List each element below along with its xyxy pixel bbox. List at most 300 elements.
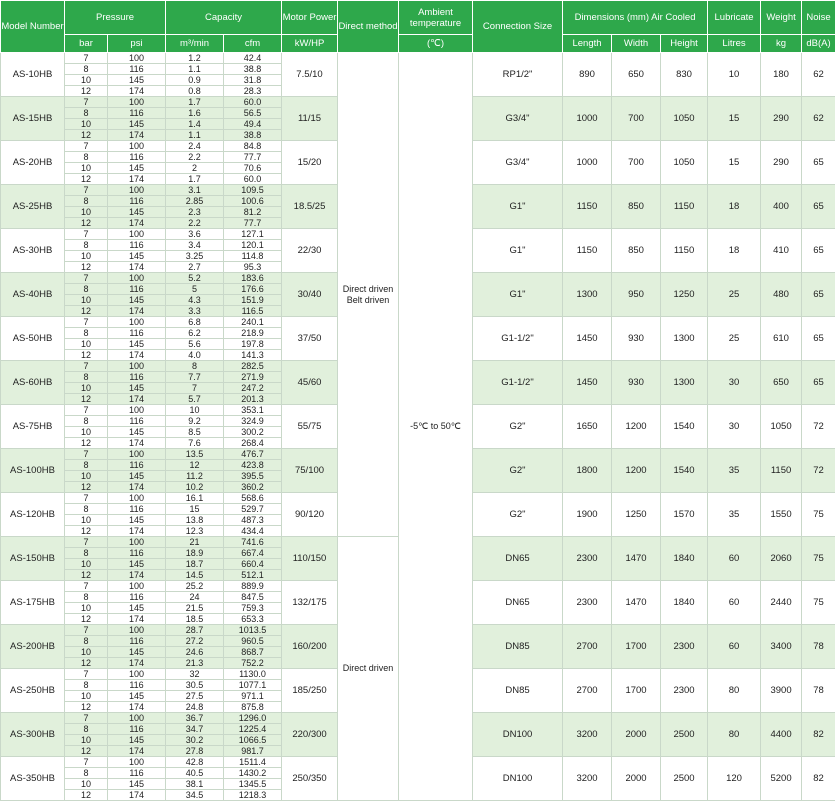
capacity-m3min: 34.5 <box>166 790 224 801</box>
motor-power-header: Motor Power <box>282 1 338 35</box>
pressure-psi: 174 <box>108 658 166 669</box>
dimension-length: 1150 <box>563 229 612 273</box>
capacity-cfm: 1225.4 <box>224 724 282 735</box>
model-number: AS-175HB <box>1 581 65 625</box>
capacity-m3min: 6.8 <box>166 317 224 328</box>
pressure-bar: 12 <box>65 526 108 537</box>
pressure-bar: 12 <box>65 306 108 317</box>
pressure-bar: 7 <box>65 97 108 108</box>
model-number: AS-30HB <box>1 229 65 273</box>
noise-dba: 75 <box>802 581 835 625</box>
pressure-psi: 145 <box>108 515 166 526</box>
dimension-height: 1540 <box>661 405 708 449</box>
dimension-height: 1540 <box>661 449 708 493</box>
pressure-bar: 8 <box>65 284 108 295</box>
pressure-bar: 10 <box>65 119 108 130</box>
noise-dba: 82 <box>802 713 835 757</box>
capacity-m3min: 14.5 <box>166 570 224 581</box>
table-header <box>1 1 835 53</box>
capacity-cfm: 31.8 <box>224 75 282 86</box>
capacity-m3min: 7.6 <box>166 438 224 449</box>
model-number: AS-120HB <box>1 493 65 537</box>
pressure-psi: 145 <box>108 383 166 394</box>
capacity-cfm: 183.6 <box>224 273 282 284</box>
lubricate-litres: 10 <box>708 53 761 97</box>
noise-dba: 65 <box>802 229 835 273</box>
capacity-cfm: 42.4 <box>224 53 282 64</box>
dimension-width: 930 <box>612 361 661 405</box>
pressure-bar: 8 <box>65 504 108 515</box>
unit-dba: dB(A) <box>802 35 835 53</box>
pressure-psi: 100 <box>108 713 166 724</box>
dimension-width: 2000 <box>612 757 661 801</box>
pressure-bar: 10 <box>65 603 108 614</box>
pressure-bar: 12 <box>65 130 108 141</box>
pressure-bar: 10 <box>65 207 108 218</box>
pressure-bar: 8 <box>65 724 108 735</box>
pressure-psi: 145 <box>108 163 166 174</box>
capacity-cfm: 70.6 <box>224 163 282 174</box>
capacity-cfm: 1511.4 <box>224 757 282 768</box>
capacity-cfm: 971.1 <box>224 691 282 702</box>
capacity-cfm: 1013.5 <box>224 625 282 636</box>
capacity-m3min: 11.2 <box>166 471 224 482</box>
pressure-bar: 8 <box>65 548 108 559</box>
pressure-bar: 10 <box>65 735 108 746</box>
capacity-m3min: 1.2 <box>166 53 224 64</box>
dimension-height: 1570 <box>661 493 708 537</box>
dimension-width: 930 <box>612 317 661 361</box>
capacity-m3min: 34.7 <box>166 724 224 735</box>
capacity-m3min: 1.4 <box>166 119 224 130</box>
capacity-m3min: 2.85 <box>166 196 224 207</box>
pressure-bar: 8 <box>65 768 108 779</box>
pressure-psi: 174 <box>108 350 166 361</box>
noise-dba: 78 <box>802 669 835 713</box>
capacity-cfm: 300.2 <box>224 427 282 438</box>
noise-dba: 75 <box>802 493 835 537</box>
capacity-cfm: 49.4 <box>224 119 282 130</box>
weight-kg: 410 <box>761 229 802 273</box>
capacity-m3min: 3.3 <box>166 306 224 317</box>
capacity-m3min: 15 <box>166 504 224 515</box>
pressure-psi: 145 <box>108 427 166 438</box>
pressure-bar: 12 <box>65 482 108 493</box>
pressure-psi: 174 <box>108 86 166 97</box>
pressure-psi: 100 <box>108 361 166 372</box>
unit-kg: kg <box>761 35 802 53</box>
pressure-psi: 174 <box>108 746 166 757</box>
capacity-cfm: 60.0 <box>224 174 282 185</box>
capacity-m3min: 1.1 <box>166 64 224 75</box>
pressure-psi: 145 <box>108 647 166 658</box>
pressure-bar: 10 <box>65 75 108 86</box>
capacity-cfm: 353.1 <box>224 405 282 416</box>
capacity-cfm: 847.5 <box>224 592 282 603</box>
pressure-psi: 145 <box>108 559 166 570</box>
capacity-m3min: 21 <box>166 537 224 548</box>
dimension-length: 1000 <box>563 97 612 141</box>
pressure-psi: 174 <box>108 306 166 317</box>
motor-power: 11/15 <box>282 97 338 141</box>
pressure-bar: 7 <box>65 361 108 372</box>
dimension-width: 850 <box>612 229 661 273</box>
capacity-m3min: 36.7 <box>166 713 224 724</box>
capacity-m3min: 0.8 <box>166 86 224 97</box>
capacity-m3min: 12.3 <box>166 526 224 537</box>
dimension-length: 1900 <box>563 493 612 537</box>
pressure-bar: 8 <box>65 460 108 471</box>
pressure-psi: 100 <box>108 757 166 768</box>
connection-size: G3/4" <box>473 97 563 141</box>
weight-kg: 1050 <box>761 405 802 449</box>
capacity-cfm: 981.7 <box>224 746 282 757</box>
connection-size: DN100 <box>473 713 563 757</box>
pressure-psi: 174 <box>108 702 166 713</box>
capacity-m3min: 7.7 <box>166 372 224 383</box>
pressure-bar: 10 <box>65 691 108 702</box>
capacity-m3min: 2.4 <box>166 141 224 152</box>
capacity-m3min: 27.8 <box>166 746 224 757</box>
pressure-bar: 10 <box>65 471 108 482</box>
connection-size: RP1/2" <box>473 53 563 97</box>
capacity-cfm: 127.1 <box>224 229 282 240</box>
capacity-m3min: 30.2 <box>166 735 224 746</box>
pressure-bar: 12 <box>65 218 108 229</box>
capacity-cfm: 268.4 <box>224 438 282 449</box>
model-number: AS-10HB <box>1 53 65 97</box>
capacity-m3min: 4.3 <box>166 295 224 306</box>
model-number: AS-15HB <box>1 97 65 141</box>
pressure-psi: 116 <box>108 196 166 207</box>
lubricate-litres: 18 <box>708 185 761 229</box>
pressure-bar: 8 <box>65 592 108 603</box>
pressure-bar: 7 <box>65 317 108 328</box>
noise-dba: 65 <box>802 273 835 317</box>
unit-length: Length <box>563 35 612 53</box>
pressure-psi: 100 <box>108 581 166 592</box>
pressure-psi: 145 <box>108 75 166 86</box>
capacity-m3min: 25.2 <box>166 581 224 592</box>
unit-bar: bar <box>65 35 108 53</box>
pressure-psi: 145 <box>108 779 166 790</box>
capacity-cfm: 100.6 <box>224 196 282 207</box>
model-number: AS-100HB <box>1 449 65 493</box>
drive-method: Direct driven <box>338 537 399 801</box>
model-number: AS-20HB <box>1 141 65 185</box>
pressure-psi: 116 <box>108 592 166 603</box>
capacity-m3min: 24.6 <box>166 647 224 658</box>
capacity-m3min: 3.25 <box>166 251 224 262</box>
pressure-psi: 116 <box>108 372 166 383</box>
capacity-m3min: 18.5 <box>166 614 224 625</box>
model-number: AS-40HB <box>1 273 65 317</box>
motor-power: 45/60 <box>282 361 338 405</box>
capacity-m3min: 5 <box>166 284 224 295</box>
capacity-cfm: 395.5 <box>224 471 282 482</box>
lubricate-litres: 18 <box>708 229 761 273</box>
pressure-psi: 100 <box>108 185 166 196</box>
capacity-m3min: 5.2 <box>166 273 224 284</box>
weight-header: Weight <box>761 1 802 35</box>
capacity-m3min: 32 <box>166 669 224 680</box>
weight-kg: 5200 <box>761 757 802 801</box>
dimension-length: 1450 <box>563 361 612 405</box>
capacity-cfm: 1296.0 <box>224 713 282 724</box>
dimension-width: 1200 <box>612 405 661 449</box>
capacity-m3min: 24.8 <box>166 702 224 713</box>
capacity-cfm: 151.9 <box>224 295 282 306</box>
capacity-cfm: 77.7 <box>224 218 282 229</box>
pressure-psi: 116 <box>108 328 166 339</box>
model-number: AS-150HB <box>1 537 65 581</box>
noise-dba: 62 <box>802 53 835 97</box>
pressure-bar: 7 <box>65 493 108 504</box>
noise-header: Noise <box>802 1 835 35</box>
motor-power: 30/40 <box>282 273 338 317</box>
capacity-m3min: 5.6 <box>166 339 224 350</box>
pressure-psi: 145 <box>108 691 166 702</box>
dimension-height: 1300 <box>661 361 708 405</box>
weight-kg: 1150 <box>761 449 802 493</box>
pressure-bar: 8 <box>65 680 108 691</box>
capacity-cfm: 868.7 <box>224 647 282 658</box>
pressure-psi: 145 <box>108 207 166 218</box>
dimension-width: 1700 <box>612 669 661 713</box>
drive-method: Direct driven Belt driven <box>338 53 399 537</box>
capacity-cfm: 1345.5 <box>224 779 282 790</box>
pressure-psi: 100 <box>108 53 166 64</box>
lubricate-litres: 30 <box>708 361 761 405</box>
capacity-cfm: 282.5 <box>224 361 282 372</box>
pressure-psi: 174 <box>108 262 166 273</box>
pressure-bar: 8 <box>65 636 108 647</box>
pressure-psi: 100 <box>108 405 166 416</box>
motor-power: 37/50 <box>282 317 338 361</box>
dimension-length: 1000 <box>563 141 612 185</box>
unit-celsius: (℃) <box>399 35 473 53</box>
lubricate-litres: 15 <box>708 141 761 185</box>
capacity-cfm: 141.3 <box>224 350 282 361</box>
dimension-width: 1470 <box>612 581 661 625</box>
connection-size: G1-1/2" <box>473 361 563 405</box>
weight-kg: 3400 <box>761 625 802 669</box>
dimension-width: 1470 <box>612 537 661 581</box>
capacity-cfm: 752.2 <box>224 658 282 669</box>
pressure-psi: 145 <box>108 603 166 614</box>
dimension-length: 2700 <box>563 669 612 713</box>
capacity-cfm: 247.2 <box>224 383 282 394</box>
connection-size: G1" <box>473 229 563 273</box>
pressure-psi: 116 <box>108 504 166 515</box>
dimension-length: 1300 <box>563 273 612 317</box>
capacity-m3min: 3.4 <box>166 240 224 251</box>
weight-kg: 650 <box>761 361 802 405</box>
capacity-m3min: 3.1 <box>166 185 224 196</box>
capacity-m3min: 1.7 <box>166 97 224 108</box>
capacity-cfm: 1130.0 <box>224 669 282 680</box>
connection-size-header: Connection Size <box>473 1 563 53</box>
capacity-m3min: 38.1 <box>166 779 224 790</box>
capacity-cfm: 529.7 <box>224 504 282 515</box>
pressure-psi: 174 <box>108 174 166 185</box>
connection-size: G2" <box>473 405 563 449</box>
pressure-psi: 174 <box>108 526 166 537</box>
noise-dba: 65 <box>802 317 835 361</box>
pressure-psi: 116 <box>108 64 166 75</box>
dimension-height: 2500 <box>661 757 708 801</box>
pressure-bar: 7 <box>65 537 108 548</box>
capacity-m3min: 9.2 <box>166 416 224 427</box>
dimension-length: 890 <box>563 53 612 97</box>
capacity-m3min: 16.1 <box>166 493 224 504</box>
capacity-m3min: 2.2 <box>166 152 224 163</box>
weight-kg: 180 <box>761 53 802 97</box>
dimension-height: 1050 <box>661 141 708 185</box>
weight-kg: 2440 <box>761 581 802 625</box>
pressure-psi: 174 <box>108 218 166 229</box>
motor-power: 75/100 <box>282 449 338 493</box>
pressure-bar: 7 <box>65 625 108 636</box>
noise-dba: 72 <box>802 449 835 493</box>
capacity-m3min: 30.5 <box>166 680 224 691</box>
capacity-cfm: 109.5 <box>224 185 282 196</box>
ambient-range: -5℃ to 50℃ <box>399 53 473 801</box>
lubricate-header: Lubricate <box>708 1 761 35</box>
pressure-bar: 8 <box>65 196 108 207</box>
capacity-cfm: 360.2 <box>224 482 282 493</box>
pressure-bar: 8 <box>65 108 108 119</box>
capacity-m3min: 13.5 <box>166 449 224 460</box>
lubricate-litres: 80 <box>708 713 761 757</box>
dimension-length: 3200 <box>563 713 612 757</box>
capacity-m3min: 28.7 <box>166 625 224 636</box>
connection-size: DN65 <box>473 581 563 625</box>
capacity-m3min: 1.1 <box>166 130 224 141</box>
capacity-m3min: 1.7 <box>166 174 224 185</box>
capacity-header: Capacity <box>166 1 282 35</box>
dimension-width: 850 <box>612 185 661 229</box>
motor-power: 18.5/25 <box>282 185 338 229</box>
capacity-m3min: 0.9 <box>166 75 224 86</box>
connection-size: G1" <box>473 273 563 317</box>
capacity-m3min: 2 <box>166 163 224 174</box>
pressure-psi: 174 <box>108 394 166 405</box>
dimension-width: 2000 <box>612 713 661 757</box>
capacity-cfm: 38.8 <box>224 64 282 75</box>
connection-size: G3/4" <box>473 141 563 185</box>
dimension-length: 2300 <box>563 537 612 581</box>
weight-kg: 1550 <box>761 493 802 537</box>
pressure-psi: 116 <box>108 724 166 735</box>
pressure-psi: 145 <box>108 339 166 350</box>
pressure-bar: 7 <box>65 141 108 152</box>
pressure-bar: 7 <box>65 669 108 680</box>
capacity-m3min: 10 <box>166 405 224 416</box>
pressure-bar: 12 <box>65 570 108 581</box>
pressure-psi: 100 <box>108 97 166 108</box>
pressure-psi: 116 <box>108 152 166 163</box>
pressure-bar: 8 <box>65 152 108 163</box>
capacity-m3min: 6.2 <box>166 328 224 339</box>
pressure-bar: 12 <box>65 790 108 801</box>
pressure-bar: 7 <box>65 273 108 284</box>
dimension-height: 830 <box>661 53 708 97</box>
table-row <box>1 53 835 64</box>
pressure-bar: 10 <box>65 515 108 526</box>
pressure-psi: 100 <box>108 317 166 328</box>
pressure-bar: 10 <box>65 779 108 790</box>
dimension-width: 1700 <box>612 625 661 669</box>
pressure-bar: 8 <box>65 64 108 75</box>
lubricate-litres: 15 <box>708 97 761 141</box>
pressure-psi: 100 <box>108 625 166 636</box>
capacity-cfm: 660.4 <box>224 559 282 570</box>
capacity-cfm: 197.8 <box>224 339 282 350</box>
pressure-bar: 10 <box>65 647 108 658</box>
pressure-psi: 116 <box>108 548 166 559</box>
pressure-bar: 12 <box>65 350 108 361</box>
pressure-psi: 174 <box>108 130 166 141</box>
motor-power: 7.5/10 <box>282 53 338 97</box>
capacity-m3min: 27.5 <box>166 691 224 702</box>
capacity-cfm: 240.1 <box>224 317 282 328</box>
motor-power: 132/175 <box>282 581 338 625</box>
capacity-cfm: 423.8 <box>224 460 282 471</box>
capacity-cfm: 116.5 <box>224 306 282 317</box>
unit-psi: psi <box>108 35 166 53</box>
weight-kg: 480 <box>761 273 802 317</box>
lubricate-litres: 35 <box>708 449 761 493</box>
connection-size: G1" <box>473 185 563 229</box>
pressure-bar: 12 <box>65 86 108 97</box>
table-body <box>1 53 835 801</box>
model-number: AS-250HB <box>1 669 65 713</box>
pressure-bar: 7 <box>65 449 108 460</box>
dimension-length: 2700 <box>563 625 612 669</box>
capacity-cfm: 201.3 <box>224 394 282 405</box>
noise-dba: 65 <box>802 185 835 229</box>
capacity-cfm: 487.3 <box>224 515 282 526</box>
lubricate-litres: 80 <box>708 669 761 713</box>
noise-dba: 62 <box>802 97 835 141</box>
weight-kg: 290 <box>761 141 802 185</box>
capacity-cfm: 667.4 <box>224 548 282 559</box>
motor-power: 220/300 <box>282 713 338 757</box>
pressure-bar: 12 <box>65 702 108 713</box>
dimension-height: 1300 <box>661 317 708 361</box>
capacity-cfm: 114.8 <box>224 251 282 262</box>
motor-power: 22/30 <box>282 229 338 273</box>
model-number: AS-50HB <box>1 317 65 361</box>
pressure-psi: 100 <box>108 493 166 504</box>
capacity-cfm: 1066.5 <box>224 735 282 746</box>
capacity-m3min: 7 <box>166 383 224 394</box>
pressure-psi: 145 <box>108 295 166 306</box>
connection-size: DN65 <box>473 537 563 581</box>
dimensions-header: Dimensions (mm) Air Cooled <box>563 1 708 35</box>
pressure-psi: 100 <box>108 537 166 548</box>
unit-cfm: cfm <box>224 35 282 53</box>
capacity-cfm: 77.7 <box>224 152 282 163</box>
noise-dba: 78 <box>802 625 835 669</box>
capacity-m3min: 27.2 <box>166 636 224 647</box>
pressure-psi: 145 <box>108 735 166 746</box>
capacity-cfm: 271.9 <box>224 372 282 383</box>
capacity-m3min: 2.3 <box>166 207 224 218</box>
dimension-height: 2500 <box>661 713 708 757</box>
weight-kg: 400 <box>761 185 802 229</box>
